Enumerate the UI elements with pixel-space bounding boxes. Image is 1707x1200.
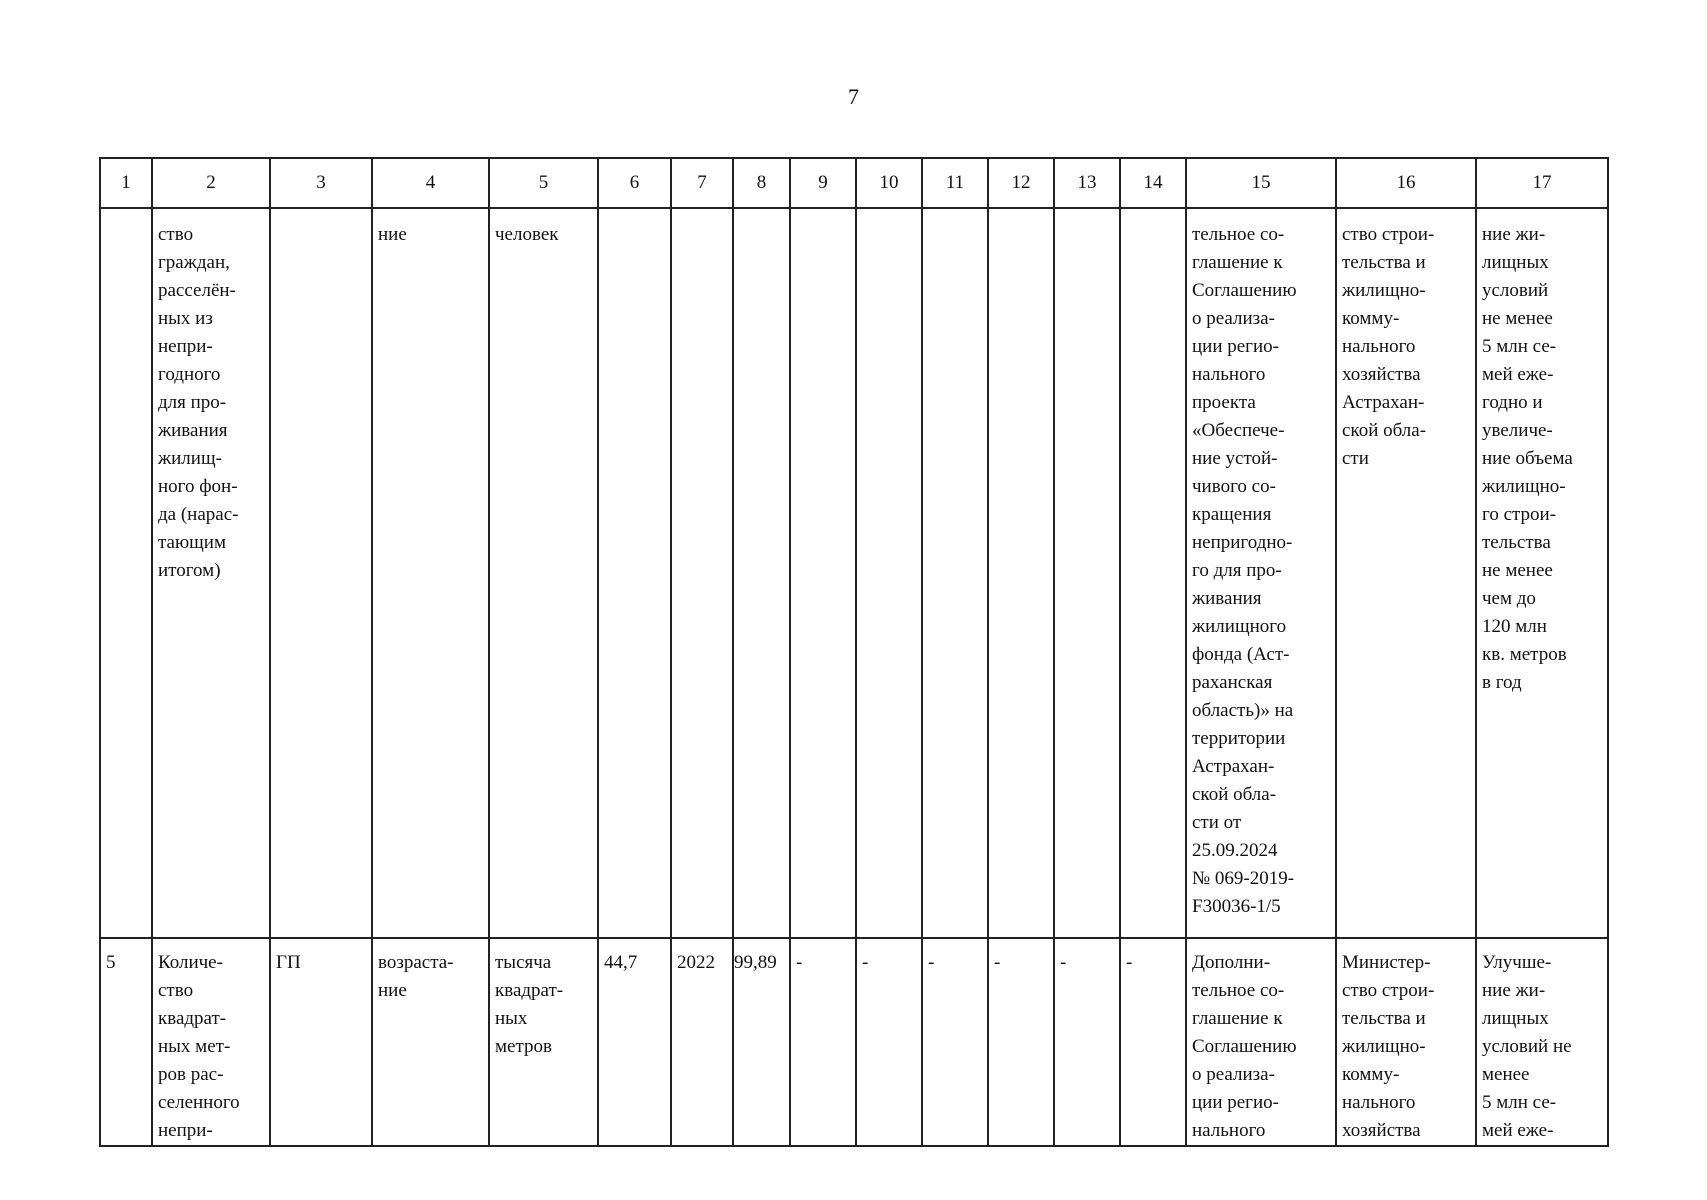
cell-value-8: 99,89 [733, 938, 790, 1146]
header-cell-1: 1 [100, 158, 152, 208]
page-number: 7 [848, 84, 859, 109]
header-cell-4: 4 [372, 158, 489, 208]
header-cell-10: 10 [856, 158, 922, 208]
cell-base-value: 44,7 [598, 938, 671, 1146]
header-cell-15: 15 [1186, 158, 1336, 208]
cell-goal-link: Улучше- ние жи- лищных условий не менее 5 млн се- мей еже- [1476, 938, 1608, 1146]
table-row [100, 938, 1608, 1146]
cell-trend: ние [372, 208, 489, 938]
header-cell-17: 17 [1476, 158, 1608, 208]
header-cell-8: 8 [733, 158, 790, 208]
cell-document: Дополни- тельное со- глашение к Соглашению о реализа- ции регио- нального [1186, 938, 1336, 1146]
indicators-table [99, 157, 1609, 1147]
cell-indicator-name: Количе- ство квадрат- ных мет- ров рас- селенного непри- [152, 938, 270, 1146]
cell-value-11 [922, 208, 988, 938]
header-cell-6: 6 [598, 158, 671, 208]
cell-responsible: ство строи- тельства и жилищно- комму- нального хозяйства Астрахан- ской обла- сти [1336, 208, 1476, 938]
header-cell-2: 2 [152, 158, 270, 208]
cell-unit: человек [489, 208, 598, 938]
cell-indicator-name: ство граждан, расселён- ных из непри- годного для про- живания жилищ- ного фон- да (нарас- тающим итогом) [152, 208, 270, 938]
cell-value-12 [988, 208, 1054, 938]
header-cell-16: 16 [1336, 158, 1476, 208]
header-cell-13: 13 [1054, 158, 1120, 208]
cell-value-10 [856, 208, 922, 938]
cell-indicator-level: ГП [270, 938, 372, 1146]
cell-value-14 [1120, 208, 1186, 938]
cell-trend: возраста- ние [372, 938, 489, 1146]
cell-value-9: - [790, 938, 856, 1146]
cell-base-value [598, 208, 671, 938]
cell-value-9 [790, 208, 856, 938]
cell-row-number [100, 208, 152, 938]
cell-value-13: - [1054, 938, 1120, 1146]
cell-goal-link: ние жи- лищных условий не менее 5 млн се- мей еже- годно и увеличе- ние объема жилищно- го строи- тельства не менее чем до 120 млн кв. метров в год [1476, 208, 1608, 938]
header-row [100, 158, 1608, 208]
cell-unit: тысяча квадрат- ных метров [489, 938, 598, 1146]
cell-value-13 [1054, 208, 1120, 938]
cell-indicator-level [270, 208, 372, 938]
header-cell-9: 9 [790, 158, 856, 208]
header-cell-7: 7 [671, 158, 733, 208]
header-cell-5: 5 [489, 158, 598, 208]
table-row [100, 208, 1608, 938]
header-cell-3: 3 [270, 158, 372, 208]
cell-responsible: Министер- ство строи- тельства и жилищно- комму- нального хозяйства [1336, 938, 1476, 1146]
cell-document: тельное со- глашение к Соглашению о реализа- ции регио- нального проекта «Обеспече- ние устой- чивого со- кращения непригодно- го для про- живания жилищного фонда (Аст- раханская область)» на территории Астрахан- ской обла- сти от 25.09.2024 № 069-2019- F30036-1/5 [1186, 208, 1336, 938]
cell-value-11: - [922, 938, 988, 1146]
cell-value-8 [733, 208, 790, 938]
cell-value-12: - [988, 938, 1054, 1146]
cell-value-14: - [1120, 938, 1186, 1146]
cell-base-year: 2022 [671, 938, 733, 1146]
cell-row-number: 5 [100, 938, 152, 1146]
header-cell-11: 11 [922, 158, 988, 208]
header-cell-14: 14 [1120, 158, 1186, 208]
cell-value-10: - [856, 938, 922, 1146]
cell-base-year [671, 208, 733, 938]
header-cell-12: 12 [988, 158, 1054, 208]
